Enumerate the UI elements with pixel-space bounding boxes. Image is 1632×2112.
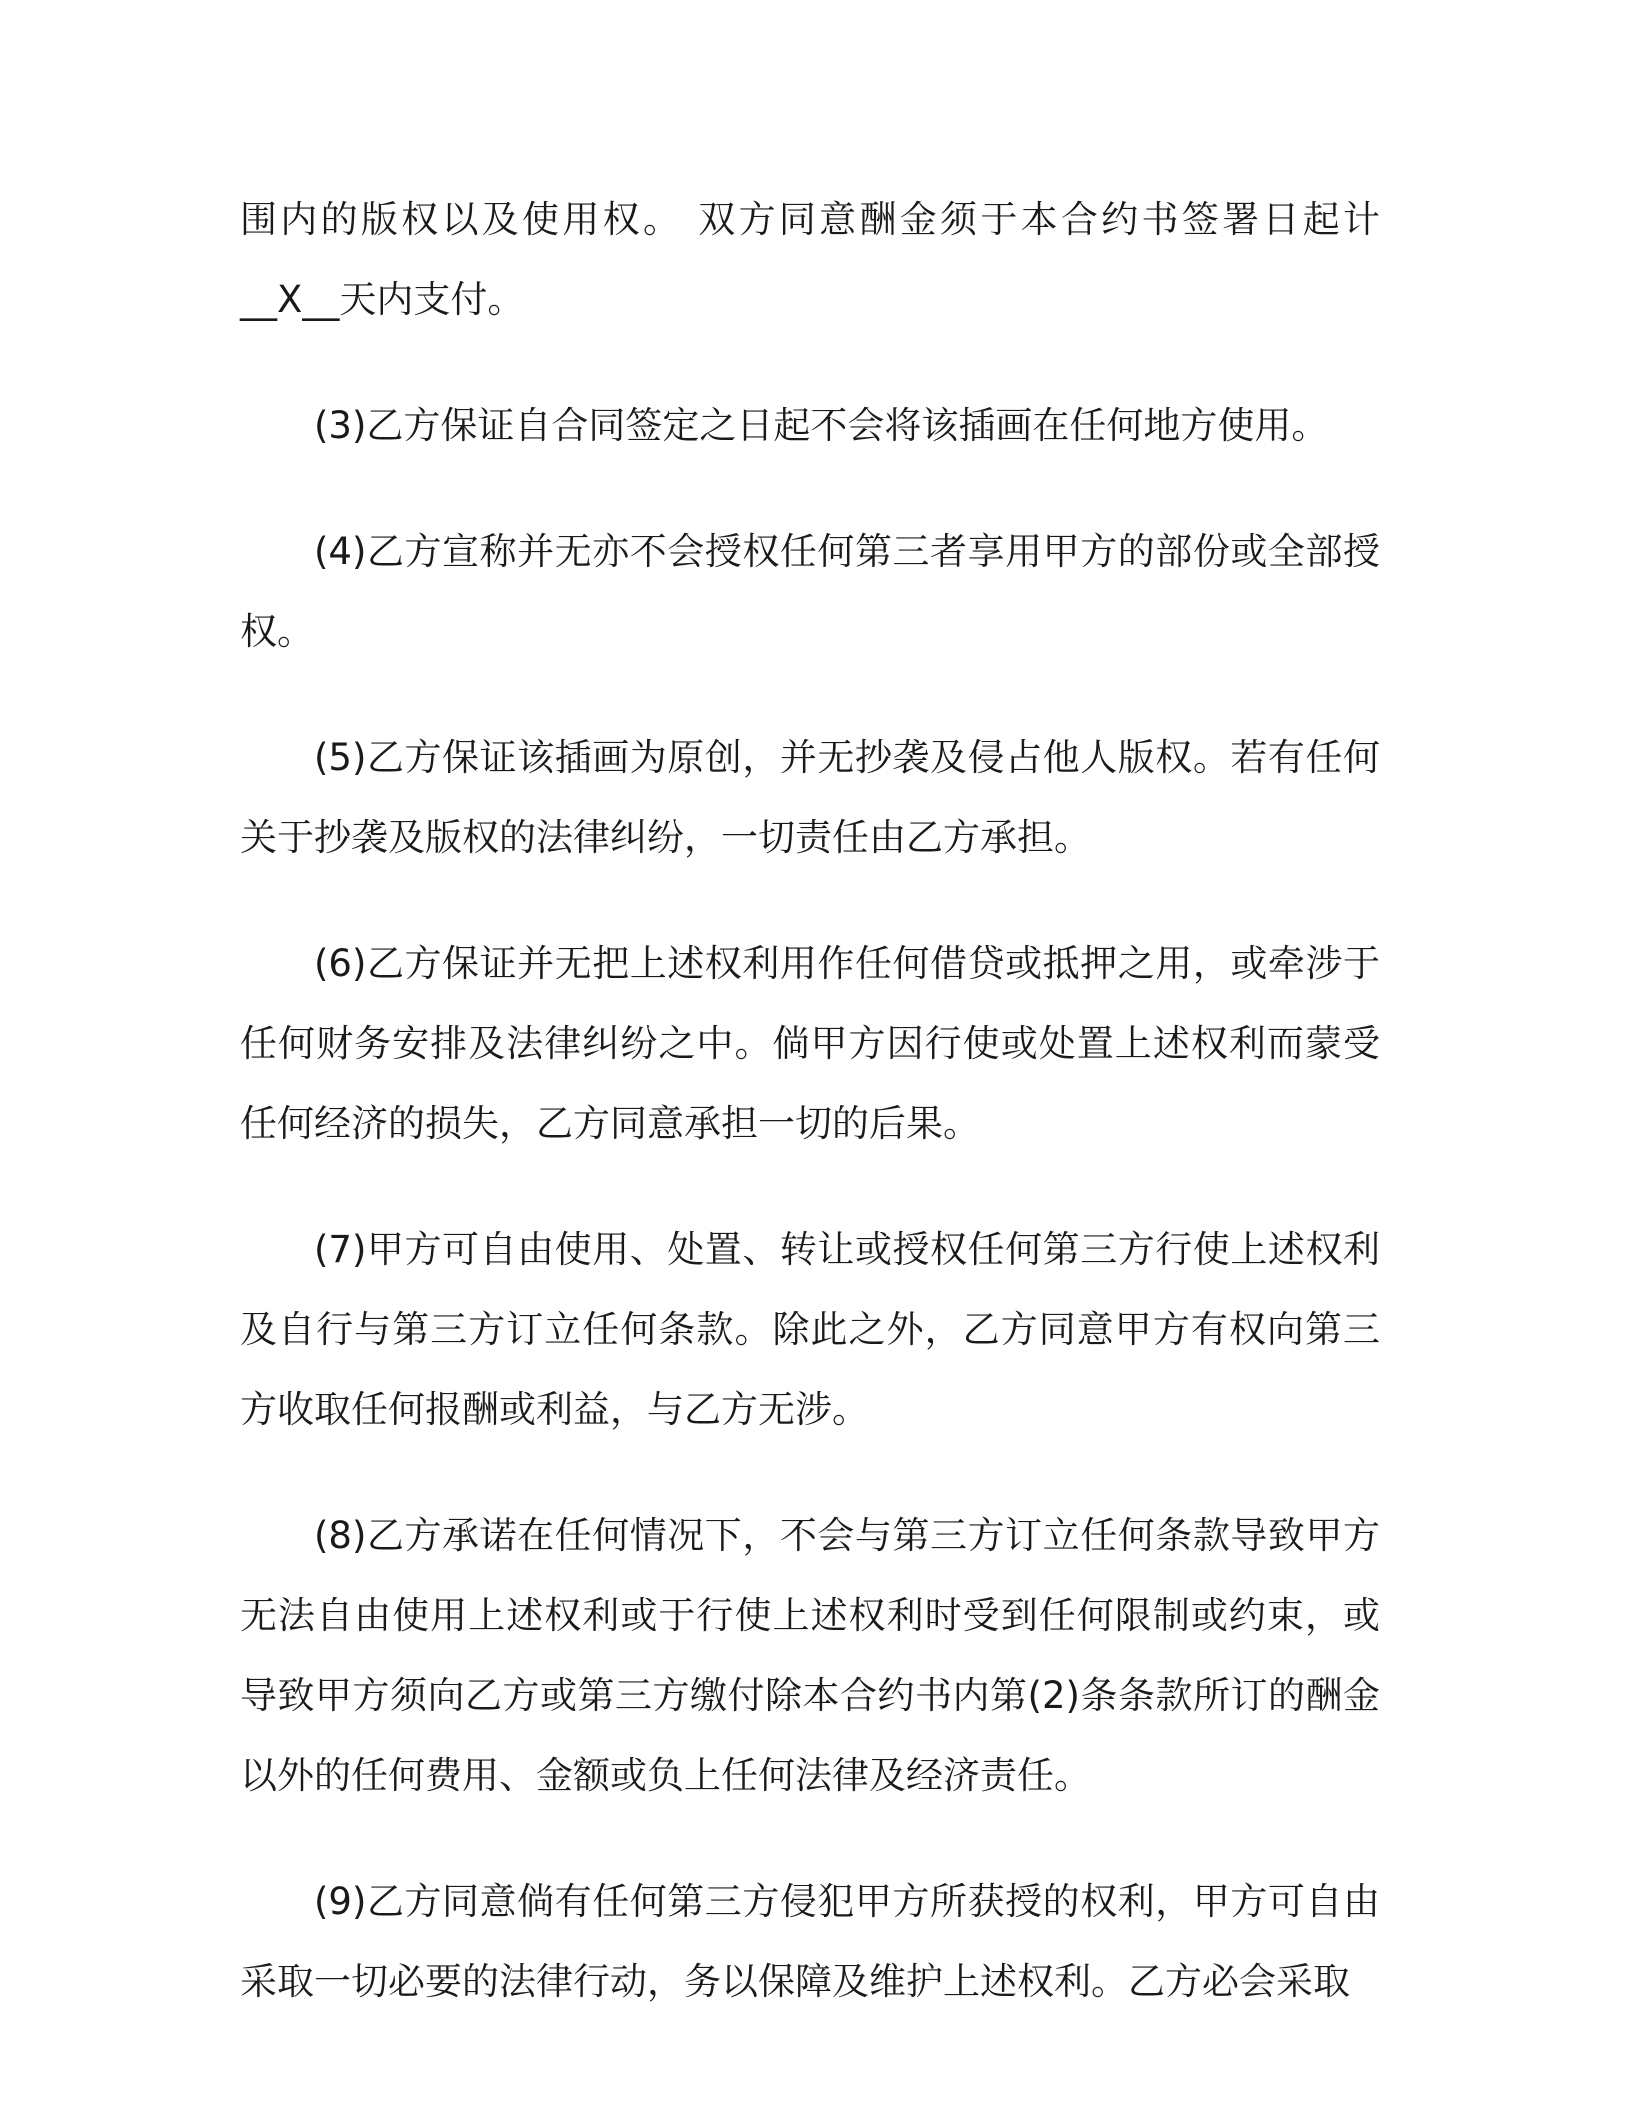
clause-5: (5)乙方保证该插画为原创，并无抄袭及侵占他人版权。若有任何关于抄袭及版权的法律纠纷，一切责任由乙方承担。 (240, 736, 1380, 859)
clause-7: (7)甲方可自由使用、处置、转让或授权任何第三方行使上述权利及自行与第三方订立任何条款。除此之外，乙方同意甲方有权向第三方收取任何报酬或利益，与乙方无涉。 (240, 1228, 1380, 1431)
clause-6: (6)乙方保证并无把上述权利用作任何借贷或抵押之用，或牵涉于任何财务安排及法律纠纷之中。倘甲方因行使或处置上述权利而蒙受任何经济的损失，乙方同意承担一切的后果。 (240, 942, 1380, 1145)
contract-body (240, 180, 1380, 2068)
clause-3: (3)乙方保证自合同签定之日起不会将该插画在任何地方使用。 (314, 404, 1329, 447)
clause-9: (9)乙方同意倘有任何第三方侵犯甲方所获授的权利，甲方可自由采取一切必要的法律行动，务以保障及维护上述权利。乙方必会采取 (240, 1880, 1380, 2003)
clause-4: (4)乙方宣称并无亦不会授权任何第三者享用甲方的部份或全部授权。 (240, 530, 1380, 653)
clause-8: (8)乙方承诺在任何情况下，不会与第三方订立任何条款导致甲方无法自由使用上述权利或于行使上述权利时受到任何限制或约束，或导致甲方须向乙方或第三方缴付除本合约书内第(2)条条款所订的酬金以外的任何费用、金额或负上任何法律及经济责任。 (240, 1514, 1380, 1797)
paragraph-continuation: 围内的版权以及使用权。 双方同意酬金须于本合约书签署日起计__X__天内支付。 (240, 198, 1380, 321)
